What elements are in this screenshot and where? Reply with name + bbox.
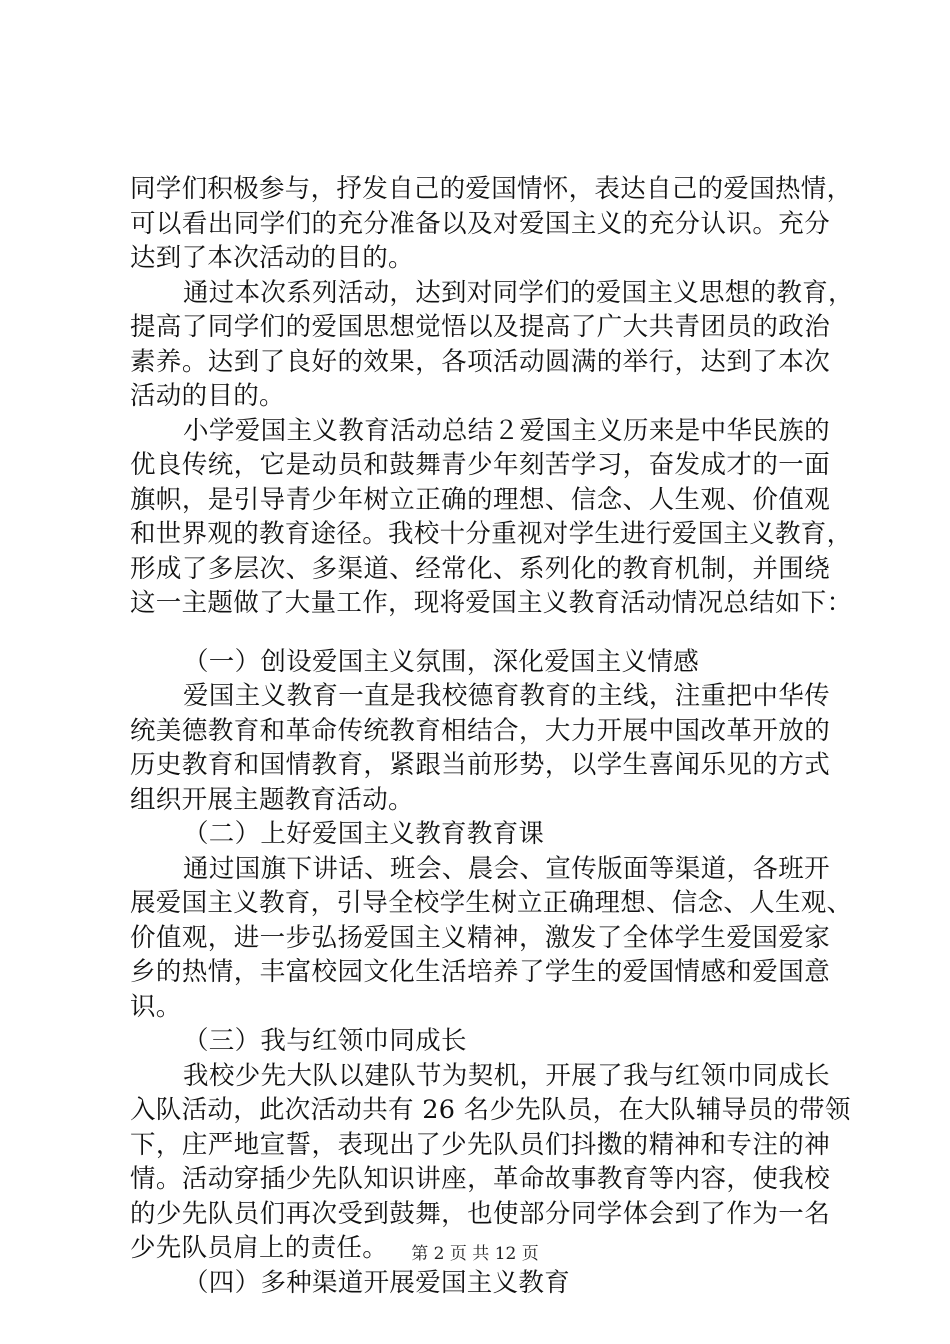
section-heading: （三）我与红领巾同成长 bbox=[183, 1026, 467, 1056]
text-line: 通过本次系列活动，达到对同学们的爱国主义思想的教育， bbox=[183, 277, 854, 308]
text-line: 识。 bbox=[130, 991, 182, 1022]
text-line: 的少先队员们再次受到鼓舞，也使部分同学体会到了作为一名 bbox=[130, 1198, 830, 1229]
text-line: 活动的目的。 bbox=[130, 381, 285, 411]
paragraph-gap bbox=[130, 621, 830, 645]
text-line: 入队活动，此次活动共有 26 名少先队员，在大队辅导员的带领 bbox=[130, 1095, 851, 1125]
section-heading: （四）多种渠道开展爱国主义教育 bbox=[183, 1267, 571, 1298]
text-line: 和世界观的教育途径。我校十分重视对学生进行爱国主义教育， bbox=[130, 519, 853, 549]
text-line: 展爱国主义教育，引导全校学生树立正确理想、信念、人生观、 bbox=[130, 888, 853, 918]
section-heading: （一）创设爱国主义氛围，深化爱国主义情感 bbox=[183, 646, 700, 677]
text-line: 下，庄严地宣誓，表现出了少先队员们抖擞的精神和专注的神 bbox=[130, 1129, 830, 1160]
text-line: 少先队员肩上的责任。 bbox=[130, 1233, 389, 1263]
text-line: 情。活动穿插少先队知识讲座，革命故事教育等内容，使我校 bbox=[130, 1164, 830, 1194]
text-line: 历史教育和国情教育，紧跟当前形势，以学生喜闻乐见的方式 bbox=[130, 750, 830, 780]
text-line: 乡的热情，丰富校园文化生活培养了学生的爱国情感和爱国意 bbox=[130, 957, 830, 987]
text-line: 达到了本次活动的目的。 bbox=[130, 243, 414, 273]
text-line: 小学爱国主义教育活动总结２爱国主义历来是中华民族的 bbox=[183, 415, 830, 446]
text-line: 素养。达到了良好的效果，各项活动圆满的举行，达到了本次 bbox=[130, 346, 830, 377]
text-line: 可以看出同学们的充分准备以及对爱国主义的充分认识。充分 bbox=[130, 208, 830, 239]
text-line: 我校少先大队以建队节为契机，开展了我与红领巾同成长 bbox=[183, 1060, 830, 1091]
text-line: 这一主题做了大量工作，现将爱国主义教育活动情况总结如下： bbox=[130, 588, 853, 618]
text-line: 优良传统，它是动员和鼓舞青少年刻苦学习，奋发成才的一面 bbox=[130, 450, 830, 480]
text-line: 形成了多层次、多渠道、经常化、系列化的教育机制，并围绕 bbox=[130, 553, 830, 584]
page-number-footer: 第 2 页 共 12 页 bbox=[411, 1244, 539, 1264]
section-heading: （二）上好爱国主义教育教育课 bbox=[183, 819, 545, 849]
document-body bbox=[130, 172, 854, 1300]
text-line: 提高了同学们的爱国思想觉悟以及提高了广大共青团员的政治 bbox=[130, 312, 830, 342]
text-line: 同学们积极参与，抒发自己的爱国情怀，表达自己的爱国热情， bbox=[130, 174, 853, 204]
text-line: 价值观，进一步弘扬爱国主义精神，激发了全体学生爱国爱家 bbox=[130, 922, 830, 953]
text-line: 旗帜，是引导青少年树立正确的理想、信念、人生观、价值观 bbox=[130, 484, 830, 515]
text-line: 组织开展主题教育活动。 bbox=[130, 784, 414, 815]
text-line: 爱国主义教育一直是我校德育教育的主线，注重把中华传 bbox=[183, 681, 830, 711]
text-line: 统美德教育和革命传统教育相结合，大力开展中国改革开放的 bbox=[130, 715, 830, 746]
text-line: 通过国旗下讲话、班会、晨会、宣传版面等渠道，各班开 bbox=[183, 853, 830, 884]
